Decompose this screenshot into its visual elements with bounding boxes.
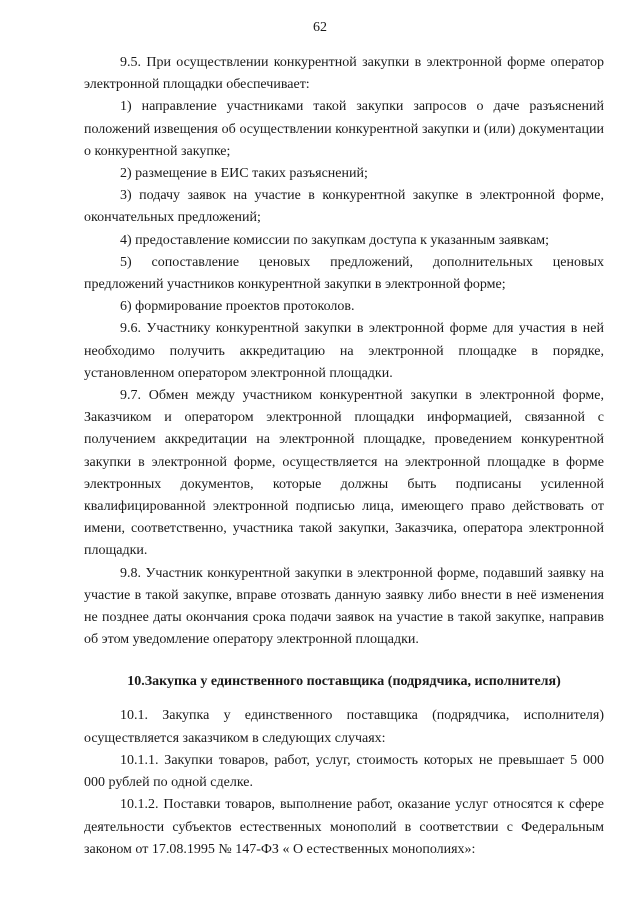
- page-number: 62: [313, 20, 327, 35]
- paragraph-9-5: 9.5. При осуществлении конкурентной закупки в электронной форме оператор электронной площадки обеспечивает:: [84, 55, 604, 93]
- paragraph-10-1-2: 10.1.2. Поставки товаров, выполнение работ, оказание услуг относятся к сфере деятельности субъектов естественных монополий в соответствии с Федеральным законом от 17.08.1995 № 147-ФЗ « О естественных монополиях»:: [84, 797, 604, 857]
- paragraph-10-1-1: 10.1.1. Закупки товаров, работ, услуг, стоимость которых не превышает 5 000 000 рублей по одной сделке.: [84, 752, 604, 791]
- document-body: [84, 52, 604, 861]
- paragraph-9-8: 9.8. Участник конкурентной закупки в электронной форме, подавший заявку на участие в такой закупке, вправе отозвать данную заявку либо внести в неё изменения не позднее даты окончания срока подачи заявок на участие в такой закупке, направив об этом уведомление оператору электронной площадки.: [84, 565, 604, 648]
- list-item-2: 2) размещение в ЕИС таких разъяснений;: [120, 166, 368, 182]
- list-item-6: 6) формирование проектов протоколов.: [120, 299, 355, 315]
- section-heading-10: 10.Закупка у единственного поставщика (подрядчика, исполнителя): [127, 674, 561, 690]
- list-item-1: 1) направление участниками такой закупки запросов о даче разъяснений положений извещения об осуществлении конкурентной закупки и (или) документации о конкурентной закупке;: [84, 99, 604, 159]
- list-item-4: 4) предоставление комиссии по закупкам доступа к указанным заявкам;: [120, 232, 550, 248]
- paragraph-9-7: 9.7. Обмен между участником конкурентной закупки в электронной форме, Заказчиком и оператором электронной площадки информацией, связанной с получением аккредитации на электронной площадке, проведением конкурентной закупки в электронной форме, осуществляется на электронной площадке в форме электронных документов, которые должны быть подписаны усиленной квалифицированной электронной подписью лица, имеющего право действовать от имени, соответственно, участника такой закупки, Заказчика, оператора электронной площадки.: [84, 388, 604, 559]
- list-item-3: 3) подачу заявок на участие в конкурентной закупке в электронной форме, окончательных предложений;: [84, 188, 604, 226]
- paragraph-9-6: 9.6. Участнику конкурентной закупки в электронной форме для участия в ней необходимо получить аккредитацию на электронной площадке в порядке, установленном оператором электронной площадки.: [84, 321, 604, 381]
- paragraph-10-1: 10.1. Закупка у единственного поставщика (подрядчика, исполнителя) осуществляется заказчиком в следующих случаях:: [84, 708, 604, 746]
- list-item-5: 5) сопоставление ценовых предложений, дополнительных ценовых предложений участников конкурентной закупки в электронной форме;: [84, 254, 604, 293]
